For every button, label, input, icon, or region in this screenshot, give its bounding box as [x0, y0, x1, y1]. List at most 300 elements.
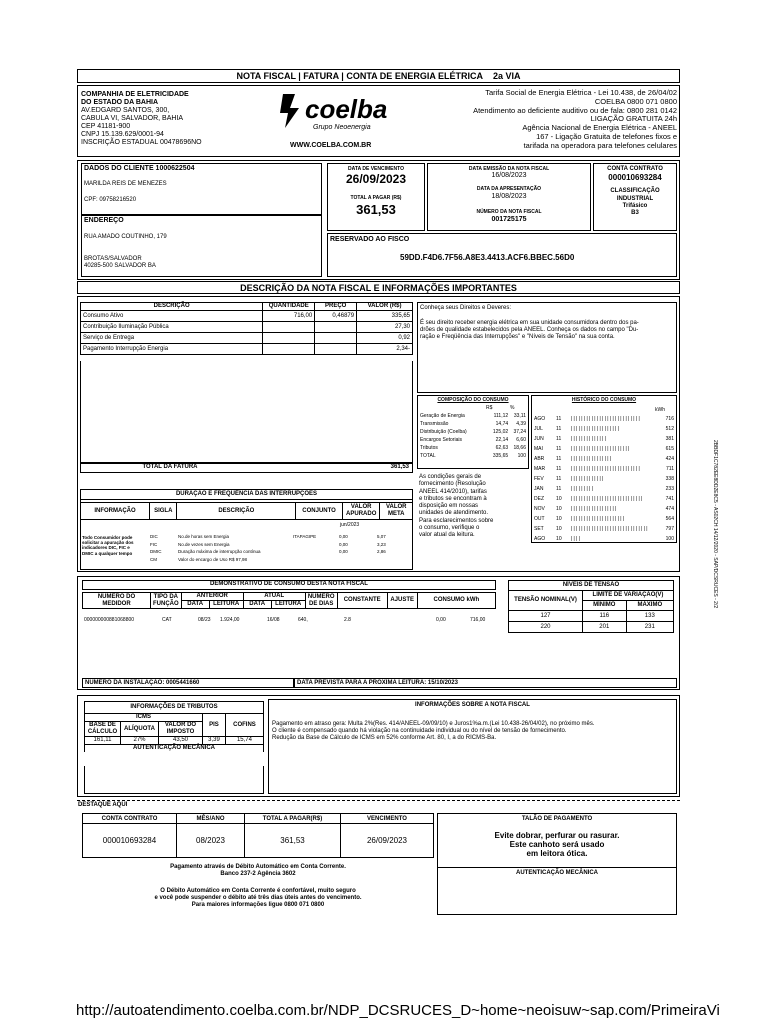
- item-price: [315, 322, 357, 333]
- comp-value: 125,02: [492, 429, 509, 435]
- int-sigla: CM: [150, 556, 157, 562]
- condition-line: ANEEL 414/2010), tarifas: [419, 488, 487, 495]
- condition-line: disposição em nossas: [419, 503, 479, 510]
- table-row: [420, 444, 526, 452]
- cons-curr-date: 16/08: [267, 617, 280, 623]
- int-meta: 2,86: [377, 549, 386, 555]
- condition-line: e tributos se encontram à: [419, 495, 487, 502]
- condition-line: fornecimento (Resolução: [419, 481, 486, 488]
- taxes-h-value: VALOR DO IMPOSTO: [159, 722, 203, 737]
- history-bar: ||||||||||||||||||: [569, 506, 617, 512]
- contact-info: [420, 89, 677, 151]
- table-row: [81, 311, 413, 322]
- interruptions-table: [150, 533, 410, 563]
- item-desc: Contribuição Iluminação Pública: [81, 322, 263, 333]
- items-header: QUANTIDADE: [263, 303, 315, 311]
- stub-contract: 000010693284: [83, 824, 177, 858]
- item-qty: 716,00: [263, 311, 315, 322]
- history-row: [532, 474, 676, 484]
- history-kwh: 741: [665, 496, 674, 502]
- history-month: JUL: [534, 426, 543, 432]
- history-bar: |||||||||||||||||||||||: [569, 446, 630, 452]
- history-bar: ||||||||||||||||||||||||||||||: [569, 526, 648, 532]
- debit-line: Pagamento através de Débito Automático em Conta Corrente.: [170, 864, 346, 870]
- cons-curr-read: 640,: [298, 617, 308, 623]
- items-header-row: [81, 303, 413, 311]
- invoice-info-line: Redução da Base de Cálculo de ICMS em 52% conforme Art. 80, I, a do RICMS-Ba.: [272, 735, 497, 741]
- talao-label: TALÃO DE PAGAMENTO: [521, 816, 593, 822]
- history-month: ABR: [534, 456, 545, 462]
- history-bar: |||||||||||||: [569, 476, 604, 482]
- presentation-date: 18/08/2023: [491, 193, 527, 200]
- int-header: INFORMAÇÃO: [81, 503, 150, 520]
- comp-value: 22,14: [495, 437, 509, 443]
- description-title: DESCRIÇÃO DA NOTA FISCAL E INFORMAÇÕES IMPORTANTES: [240, 283, 517, 293]
- history-kwh: 716: [665, 416, 674, 422]
- history-year: 11: [556, 456, 562, 462]
- cons-h-days: NÚMERO DE DIAS: [305, 593, 337, 609]
- history-year: 10: [556, 536, 562, 542]
- int-header: DESCRIÇÃO: [177, 503, 296, 520]
- company-line: CEP 41181-900: [81, 123, 131, 130]
- comp-pct: 6,60: [516, 437, 526, 443]
- fisco-code: 59DD.F4D6.7F56.A8E3.4413.ACF6.BBEC.56D0: [400, 253, 575, 262]
- notice-line: ração e Freqüência das Interrupções" e "Níveis de Tensão" na sua conta.: [420, 334, 615, 340]
- stub-total: 361,53: [245, 824, 341, 858]
- consumption-row: [84, 617, 494, 625]
- fisco-label: RESERVADO AO FISCO: [330, 236, 410, 243]
- int-desc: Duração máxima de interrupção contínua: [178, 549, 261, 555]
- item-price: [315, 333, 357, 344]
- notice-line: É seu direito receber energia elétrica em sua unidade consumidora dentro dos pa-: [420, 320, 639, 326]
- history-row: [532, 504, 676, 514]
- voltage-header-row: [509, 591, 674, 601]
- item-desc: Serviço de Entrega: [81, 333, 263, 344]
- comp-label: Geração de Energia: [420, 413, 465, 419]
- via-label: 2a VIA: [493, 71, 521, 81]
- invoice-number: 001725175: [491, 216, 527, 223]
- company-info: [81, 91, 271, 147]
- history-month: AGO: [534, 416, 546, 422]
- invoice-title: [77, 71, 680, 81]
- voltage-h-min: MÍNIMO: [583, 601, 627, 611]
- comp-value: 111,12: [493, 413, 509, 419]
- stub-due: 26/09/2023: [341, 824, 434, 858]
- consumption-title: DEMONSTRATIVO DE CONSUMO DESTA NOTA FISCAL: [210, 581, 368, 587]
- history-row: [532, 444, 676, 454]
- history-kwh: 797: [665, 526, 674, 532]
- cons-type: CAT: [162, 617, 172, 623]
- history-row: [532, 464, 676, 474]
- table-row: [150, 541, 410, 549]
- table-row: [150, 556, 410, 564]
- table-row: [509, 622, 674, 633]
- history-row: [532, 524, 676, 534]
- comp-pct: 37,24: [513, 429, 526, 435]
- condition-line: unidades de atendimento.: [419, 510, 489, 517]
- table-row: [81, 344, 413, 355]
- condition-line: As condições gerais de: [419, 474, 482, 480]
- cons-h-meter: NÚMERO DO MEDIDOR: [83, 593, 151, 609]
- history-row: [532, 424, 676, 434]
- history-kwh: 615: [665, 446, 674, 452]
- notice-title: Conheça seus Direitos e Deveres:: [420, 305, 512, 311]
- info-line: indicadores DIC, FIC e: [82, 545, 130, 551]
- table-row: [420, 436, 526, 444]
- cons-h-curr: ATUAL: [243, 593, 305, 601]
- info-line: solicitar a apuração dos: [82, 540, 134, 546]
- history-row: [532, 514, 676, 524]
- history-year: 11: [556, 416, 562, 422]
- conditions-text: [419, 474, 529, 540]
- debit-notice-line: e você pode suspender o débito até três dias úteis antes do vencimento.: [154, 895, 362, 901]
- history-month: FEV: [534, 476, 544, 482]
- debit-info: [82, 864, 434, 878]
- taxes-h-base: BASE DE CÁLCULO: [85, 722, 121, 737]
- debit-notice: [82, 888, 434, 909]
- info-line: DMIC a qualquer tempo: [82, 550, 133, 556]
- address-line: RUA AMADO COUTINHO, 179: [84, 234, 167, 240]
- cons-h-read: LEITURA: [271, 601, 305, 609]
- int-apurado: 0,00: [339, 534, 348, 539]
- int-desc: No.de horas sem Energia: [178, 534, 230, 539]
- comp-pct: 100: [517, 453, 526, 459]
- history-bar: |||||||||||||||||||: [569, 426, 620, 432]
- voltage-table: [508, 580, 674, 633]
- presentation-label: DATA DA APRESENTAÇÃO: [476, 186, 542, 192]
- contract-label: CONTA CONTRATO: [607, 166, 663, 172]
- comp-label: Encargos Setoriais: [420, 437, 462, 443]
- invoice-info-box: [268, 699, 677, 794]
- class-value: B3: [631, 210, 639, 216]
- interruptions-period: jun/2023: [340, 522, 360, 528]
- debit-line: Banco 237-2 Agência 3602: [220, 871, 296, 877]
- cut-line: [77, 800, 680, 801]
- invoice-info-line: Pagamento em atraso gera: Multa 2%(Res. 414/ANEEL-09/09/10) e Juros1%a.m.(Lei 10.438-26/04/02), no próximo mês.: [272, 721, 595, 727]
- installation-number: NÚMERO DA INSTALAÇÃO: 0005441660: [85, 680, 200, 686]
- history-month: DEZ: [534, 496, 544, 502]
- history-kwh: 338: [665, 476, 674, 482]
- int-apurado: 0,00: [339, 549, 348, 555]
- invoice-title-text: NOTA FISCAL | FATURA | CONTA DE ENERGIA ELÉTRICA: [236, 71, 483, 81]
- items-header: PREÇO: [315, 303, 357, 311]
- composition-col-pct: %: [510, 405, 515, 411]
- talao-text: [437, 831, 677, 858]
- company-line: COMPANHIA DE ELETRICIDADE: [81, 91, 189, 98]
- contract-number: 000010693284: [608, 173, 662, 182]
- item-price: 0,46879: [315, 311, 357, 322]
- condition-line: o consumo, verifique o: [419, 525, 480, 532]
- taxes-auth-space: [84, 766, 264, 794]
- int-header: CONJUNTO: [296, 503, 343, 520]
- int-sigla: FIC: [150, 541, 158, 547]
- history-year: 10: [556, 506, 562, 512]
- history-month: MAR: [534, 466, 546, 472]
- item-value: 27,30: [357, 322, 413, 333]
- contact-line: 167 - Ligação Gratuita de telefones fixos e: [536, 131, 677, 141]
- history-month: AGO: [534, 536, 546, 542]
- emission-date: 16/08/2023: [491, 172, 527, 179]
- history-title: HISTÓRICO DO CONSUMO: [571, 397, 637, 403]
- company-line: DO ESTADO DA BAHIA: [81, 99, 158, 106]
- total-amount: 361,53: [356, 202, 396, 217]
- footer-url[interactable]: http://autoatendimento.coelba.com.br/NDP_DCSRUCES_D~home~neoisuw~sap.com/PrimeiraVi: [76, 1002, 720, 1019]
- history-year: 11: [556, 466, 562, 472]
- address-line: 40285-500 SALVADOR BA: [84, 263, 156, 269]
- int-apurado: 0,00: [339, 541, 348, 547]
- comp-value: 335,65: [492, 453, 509, 459]
- item-qty: [263, 333, 315, 344]
- website-link[interactable]: WWW.COELBA.COM.BR: [290, 142, 372, 149]
- cons-h-date: DATA: [243, 601, 271, 609]
- stub-h-contract: CONTA CONTRATO: [83, 814, 177, 824]
- client-name: MARILDA REIS DE MENEZES: [84, 181, 167, 187]
- comp-pct: 33,11: [513, 413, 526, 419]
- cons-h-date: DATA: [181, 601, 209, 609]
- class-value: INDUSTRIAL: [616, 196, 654, 202]
- class-value: Trifásico: [622, 203, 648, 209]
- item-qty: [263, 344, 315, 355]
- history-table: [532, 414, 676, 544]
- history-month: JUN: [534, 436, 544, 442]
- cons-h-prev: ANTERIOR: [181, 593, 243, 601]
- items-table: [80, 302, 413, 355]
- table-row: [83, 824, 434, 858]
- table-row: [150, 533, 410, 541]
- history-bar: |||||||||||||||||||||||||||: [569, 466, 641, 472]
- contact-line: COELBA 0800 071 0800: [594, 96, 677, 106]
- cons-meter: 000000000881068800: [84, 617, 135, 623]
- interruptions-title: DURAÇÃO E FREQUÊNCIA DAS INTERRUPÇÕES: [175, 491, 318, 497]
- client-label: DADOS DO CLIENTE 1000622504: [84, 165, 195, 172]
- voltage-nominal: 127: [509, 611, 583, 622]
- tax-base: 161,11: [85, 737, 121, 745]
- table-row: [81, 333, 413, 344]
- stub-month: 08/2023: [177, 824, 245, 858]
- notice-line: drões de qualidade estabelecidos pela ANEEL. Conheça os dados no campo "Du-: [420, 327, 639, 333]
- voltage-min: 201: [583, 622, 627, 633]
- history-month: NOV: [534, 506, 545, 512]
- taxes-h-rate: ALÍQUOTA: [121, 722, 159, 737]
- items-header: VALOR (R$): [357, 303, 413, 311]
- int-sigla: DIC: [150, 534, 158, 539]
- cons-kwh: 716,00: [470, 617, 486, 623]
- history-year: 11: [556, 476, 562, 482]
- history-year: 10: [556, 526, 562, 532]
- history-month: MAI: [534, 446, 543, 452]
- stub-h-month: MÊS/ANO: [177, 814, 245, 824]
- contact-line: Tarifa Social de Energia Elétrica - Lei 10.438, de 26/04/02: [485, 88, 677, 97]
- history-kwh: 564: [665, 516, 674, 522]
- history-month: OUT: [534, 516, 545, 522]
- table-row: [420, 412, 526, 420]
- voltage-nominal: 220: [509, 622, 583, 633]
- history-bar: |||||||||||||||||||||: [569, 516, 625, 522]
- condition-line: Para esclarecimentos sobre: [419, 517, 494, 524]
- voltage-h-max: MÁXIMO: [626, 601, 673, 611]
- history-unit: kWh: [655, 407, 665, 413]
- comp-pct: 4,39: [516, 421, 526, 427]
- history-row: [532, 414, 676, 424]
- history-month: SET: [534, 526, 544, 532]
- total-invoice-label: TOTAL DA FATURA: [142, 464, 198, 470]
- stub-h-due: VENCIMENTO: [341, 814, 434, 824]
- invoice-number-label: NÚMERO DA NOTA FISCAL: [476, 209, 542, 215]
- contact-line: LIGAÇÃO GRATUITA 24h: [590, 114, 677, 124]
- address-label: ENDEREÇO: [84, 217, 124, 224]
- due-date: 26/09/2023: [345, 172, 407, 186]
- stub-auth-label: AUTENTICAÇÃO MECÂNICA: [516, 870, 598, 876]
- int-conj: ITAPAGIPE: [293, 534, 317, 539]
- tax-cofins: 15,74: [225, 737, 263, 745]
- items-header: DESCRIÇÃO: [81, 303, 263, 311]
- history-kwh: 424: [665, 456, 674, 462]
- history-year: 11: [556, 486, 562, 492]
- taxes-auth: AUTENTICAÇÃO MECÂNICA: [85, 745, 264, 753]
- int-conj: [293, 541, 339, 549]
- tax-value: 43,50: [159, 737, 203, 745]
- cons-prev-read: 1.924,00: [220, 617, 240, 623]
- history-bar: ||||||||||||||||: [569, 456, 612, 462]
- notice-box: [417, 302, 677, 393]
- items-spacer: [80, 361, 413, 463]
- side-control-text: 2BBDF1C782EE8DD2E8C5 - AS02CH 14/12/2020 - SAP/DCSRUCES - 2/2: [712, 440, 718, 609]
- int-header: VALOR META: [380, 503, 413, 520]
- stub-header-row: [83, 814, 434, 824]
- history-year: 11: [556, 446, 562, 452]
- history-row: [532, 484, 676, 494]
- contact-line: tarifada na operadora para telefones celulares: [523, 140, 677, 150]
- history-row: [532, 534, 676, 544]
- company-line: INSCRIÇÃO ESTADUAL 00478696NO: [81, 139, 202, 146]
- table-row: [509, 611, 674, 622]
- history-year: 10: [556, 516, 562, 522]
- cons-h-adj: AJUSTE: [387, 593, 417, 609]
- taxes-icms: ICMS: [85, 714, 203, 722]
- taxes-h-cofins: COFINS: [225, 714, 263, 737]
- history-bar: |||||||||||||||||||||||||||: [569, 416, 641, 422]
- cons-prev-date: 08/23: [198, 617, 211, 623]
- taxes-title: INFORMAÇÕES DE TRIBUTOS: [85, 702, 264, 714]
- tax-pis: 3,39: [203, 737, 226, 745]
- voltage-max: 231: [626, 622, 673, 633]
- company-line: CABULA VI, SALVADOR, BAHIA: [81, 115, 184, 122]
- history-kwh: 100: [665, 536, 674, 542]
- taxes-auth-row: [85, 745, 264, 753]
- comp-pct: 18,66: [513, 445, 526, 451]
- voltage-title-row: [509, 581, 674, 591]
- cons-days: 2.8: [344, 617, 351, 623]
- contact-line: Atendimento ao deficiente auditivo ou de fala: 0800 281 0142: [473, 105, 677, 115]
- composition-table: [420, 412, 526, 460]
- history-bar: ||||||||||||||||||||||||||||: [569, 496, 643, 502]
- condition-line: valor atual da leitura.: [419, 532, 475, 539]
- item-desc: Consumo Ativo: [81, 311, 263, 322]
- cons-h-type: TIPO DA FUNÇÃO: [151, 593, 182, 609]
- logo-group: Grupo Neoenergia: [313, 124, 371, 131]
- item-value: 2,34-: [357, 344, 413, 355]
- history-month: JAN: [534, 486, 544, 492]
- voltage-h-nominal: TENSÃO NOMINAL(V): [509, 591, 583, 611]
- int-sigla: DMIC: [150, 549, 162, 555]
- table-row: [150, 548, 410, 556]
- comp-label: Distribuição (Coelba): [420, 429, 467, 435]
- comp-label: Tributos: [420, 445, 438, 451]
- table-row: [420, 428, 526, 436]
- history-kwh: 474: [665, 506, 674, 512]
- composition-col-rs: R$: [486, 405, 493, 411]
- table-row: [81, 322, 413, 333]
- interruptions-header: [80, 502, 413, 520]
- address-line: BROTAS/SALVADOR: [84, 256, 142, 262]
- talao-line: em leitora ótica.: [526, 849, 588, 858]
- invoice-info-text: [272, 721, 674, 742]
- int-desc: No.de vezes sem Energia: [178, 541, 230, 547]
- contact-line: Agência Nacional de Energia Elétrica - ANEEL: [522, 123, 677, 133]
- voltage-h-limit: LIMITE DE VARIAÇÃO(V): [583, 591, 674, 601]
- notice-text: [420, 320, 676, 341]
- cut-label: DESTAQUE AQUI: [78, 802, 128, 808]
- cons-header-row: [83, 593, 496, 601]
- debit-notice-line: O Débito Automático em Conta Corrente é confortável, muito seguro: [160, 888, 356, 894]
- debit-notice-line: Para maiores informações ligue 0800 071 0800: [191, 902, 325, 908]
- class-label: CLASSIFICAÇÃO: [610, 188, 660, 194]
- int-meta: 5,07: [377, 534, 386, 539]
- comp-value: 14,74: [495, 421, 509, 427]
- history-year: 11: [556, 436, 562, 442]
- comp-label: TOTAL: [420, 453, 436, 459]
- taxes-h-pis: PIS: [203, 714, 226, 737]
- coelba-logo: [277, 92, 397, 134]
- history-kwh: 233: [665, 486, 674, 492]
- voltage-max: 133: [626, 611, 673, 622]
- cons-h-const: CONSTANTE: [337, 593, 387, 609]
- cons-h-kwh: CONSUMO kWh: [417, 593, 495, 609]
- info-line: Todo Consumidor pode: [82, 535, 133, 540]
- lightning-icon: [277, 92, 303, 130]
- invoice-info-title: INFORMAÇÕES SOBRE A NOTA FISCAL: [415, 702, 530, 708]
- taxes-icms-row: [85, 714, 264, 722]
- invoice-info-line: O cliente é compensado quando há violação na continuidade individual ou do nível de tensão de fornecimento.: [272, 728, 567, 734]
- client-cpf: CPF: 09758216520: [84, 197, 137, 203]
- interruptions-header-row: [81, 503, 413, 520]
- due-label: DATA DE VENCIMENTO: [348, 166, 404, 172]
- history-kwh: 711: [666, 466, 674, 472]
- company-line: AV.EDGARD SANTOS, 300,: [81, 107, 170, 114]
- table-row: [85, 737, 264, 745]
- composition-title: COMPOSIÇÃO DO CONSUMO: [437, 397, 509, 403]
- history-row: [532, 494, 676, 504]
- int-desc: Valor do encargo de Uso R$ 97,98: [178, 556, 247, 562]
- item-value: 335,65: [357, 311, 413, 322]
- consumption-header: [82, 592, 496, 609]
- history-kwh: 512: [665, 426, 674, 432]
- table-row: [420, 452, 526, 460]
- item-desc: Pagamento Interrupção Energia: [81, 344, 263, 355]
- voltage-title: NÍVEIS DE TENSÃO: [509, 581, 674, 591]
- comp-value: 62,63: [495, 445, 509, 451]
- history-kwh: 381: [665, 436, 674, 442]
- emission-label: DATA EMISSÃO DA NOTA FISCAL: [468, 166, 550, 172]
- int-conj: [293, 548, 339, 556]
- item-value: 0,92: [357, 333, 413, 344]
- cons-h-read: LEITURA: [209, 601, 243, 609]
- interruptions-info: [82, 535, 152, 556]
- history-year: 10: [556, 496, 562, 502]
- total-invoice-value: 361,53: [390, 464, 409, 470]
- talao-line: Este canhoto será usado: [509, 840, 605, 849]
- next-reading: DATA PREVISTA PARA A PRÓXIMA LEITURA: 15/10/2023: [297, 680, 458, 686]
